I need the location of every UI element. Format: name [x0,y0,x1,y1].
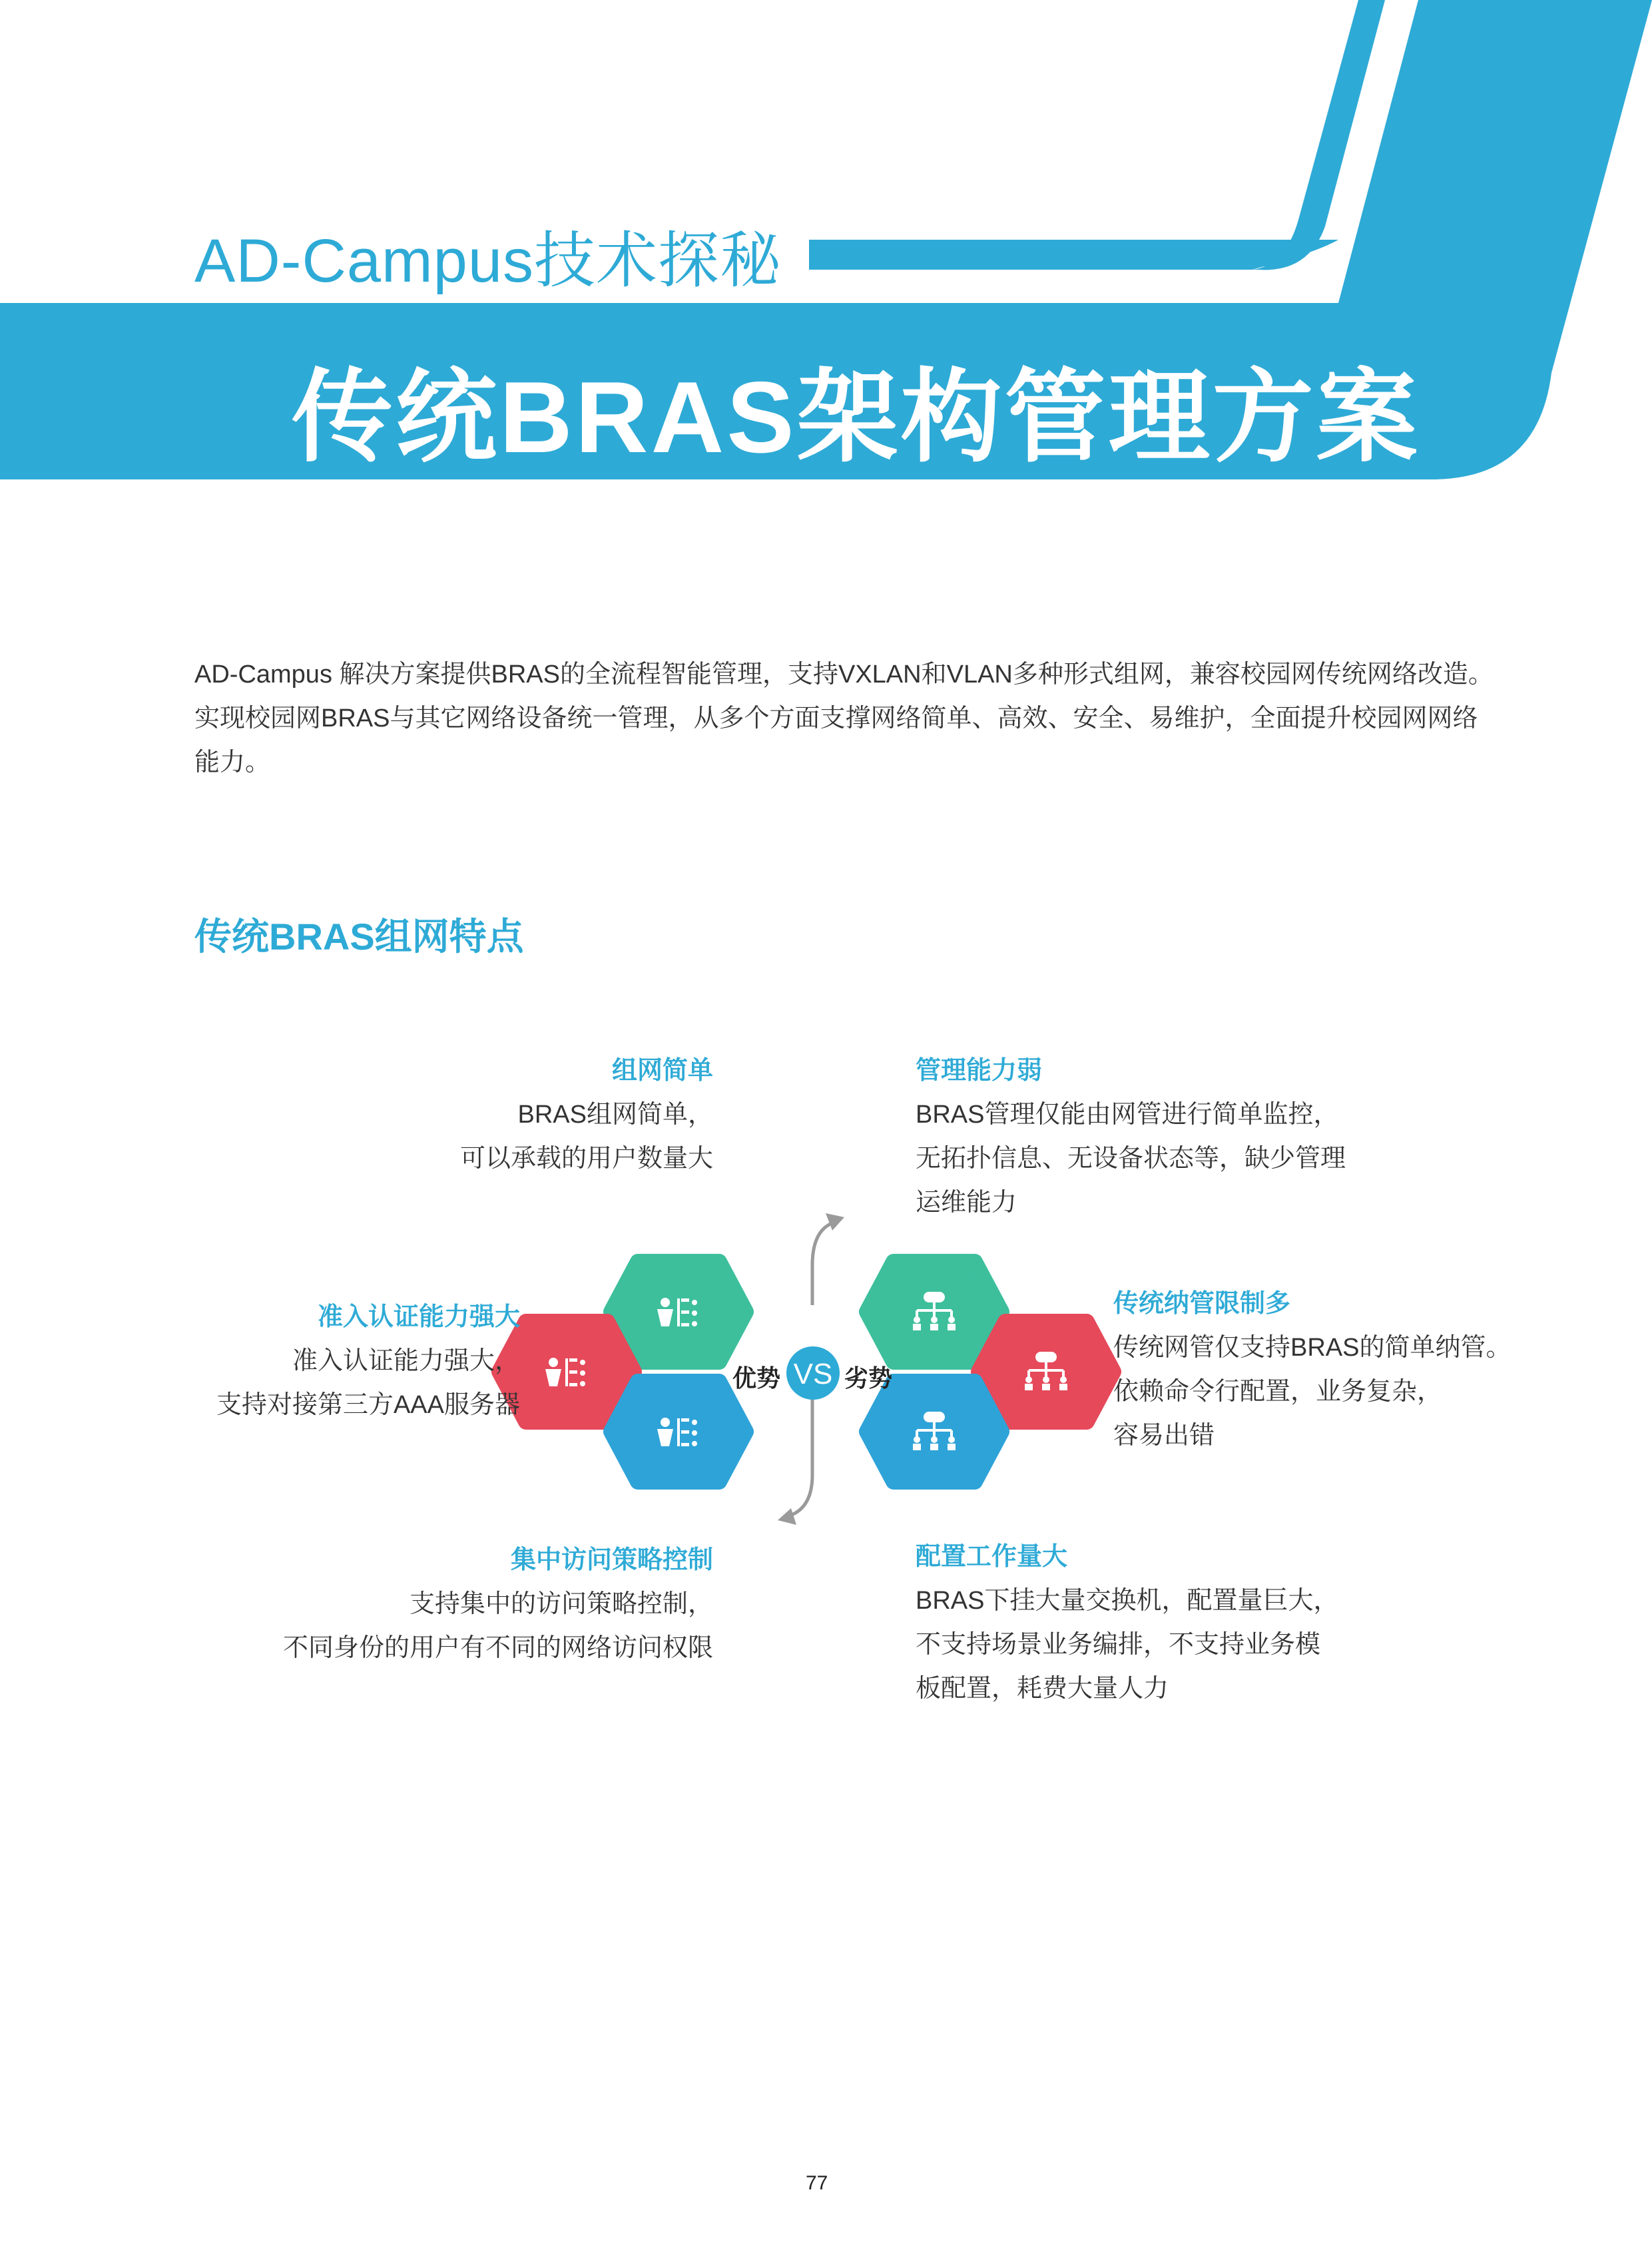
disadvantage-item-line: 不支持场景业务编排，不支持业务模 [916,1631,1321,1659]
advantage-item-line: 可以承载的用户数量大 [459,1145,713,1173]
advantage-item-line: 支持对接第三方AAA服务器 [216,1391,520,1419]
disadvantage-item-3 [916,1535,1338,1711]
vs-text: VS [793,1358,833,1390]
advantage-item-line: 不同身份的用户有不同的网络访问权限 [282,1634,713,1662]
disadvantage-item-line: 无拓扑信息、无设备状态等，缺少管理 [916,1145,1346,1173]
advantage-item-line: 支持集中的访问策略控制， [409,1590,713,1618]
advantage-item-line: 准入认证能力强大， [292,1347,520,1375]
arrow-up-curve [812,1222,836,1305]
section-title: 传统BRAS组网特点 [194,916,524,958]
disadvantage-item-line: 板配置，耗费大量人力 [916,1675,1169,1703]
disadvantage-item-title: 管理能力弱 [916,1057,1043,1085]
disadvantage-item-line: 依赖命令行配置，业务复杂， [1113,1378,1443,1406]
advantage-item-line: BRAS组网简单， [517,1101,713,1129]
disadvantage-item-line: 容易出错 [1113,1422,1215,1450]
disadvantage-item-title: 配置工作量大 [916,1543,1068,1571]
intro-paragraph: AD-Campus 解决方案提供BRAS的全流程智能管理，支持VXLAN和VLAN多种形式组网，兼容校园网传统网络改造。实现校园网BRAS与其它网络设备统一管理，从多个方面支撑网络简单、高效、安全、易维护，全面提升校园网网络能力。 [194,661,1494,776]
arrow-up-head [826,1213,844,1231]
page-number: 77 [806,2172,828,2194]
advantage-item-title: 集中访问策略控制 [510,1546,713,1574]
arrow-down-head [778,1508,796,1525]
advantage-item-title: 准入认证能力强大 [317,1303,520,1331]
disadvantage-label: 劣势 [844,1364,893,1392]
advantage-item-3 [283,1538,713,1670]
advantage-item-2 [216,1295,520,1427]
advantage-label: 优势 [732,1364,781,1392]
disadvantage-item-line: BRAS下挂大量交换机，配置量巨大， [916,1587,1339,1615]
advantage-item-title: 组网简单 [611,1057,713,1085]
advantage-item-1 [460,1049,713,1181]
series-title: AD-Campus技术探秘 [194,227,782,295]
disadvantage-item-title: 传统纳管限制多 [1113,1290,1291,1318]
main-title: 传统BRAS架构管理方案 [292,361,1420,474]
disadvantage-item-2 [1113,1282,1511,1458]
disadvantage-item-line: 运维能力 [916,1189,1017,1217]
disadvantage-item-line: BRAS管理仅能由网管进行简单监控， [916,1101,1339,1129]
disadvantage-item-1 [916,1049,1346,1225]
arrow-down-curve [786,1398,812,1517]
disadvantage-item-line: 传统网管仅支持BRAS的简单纳管。 [1113,1334,1512,1362]
